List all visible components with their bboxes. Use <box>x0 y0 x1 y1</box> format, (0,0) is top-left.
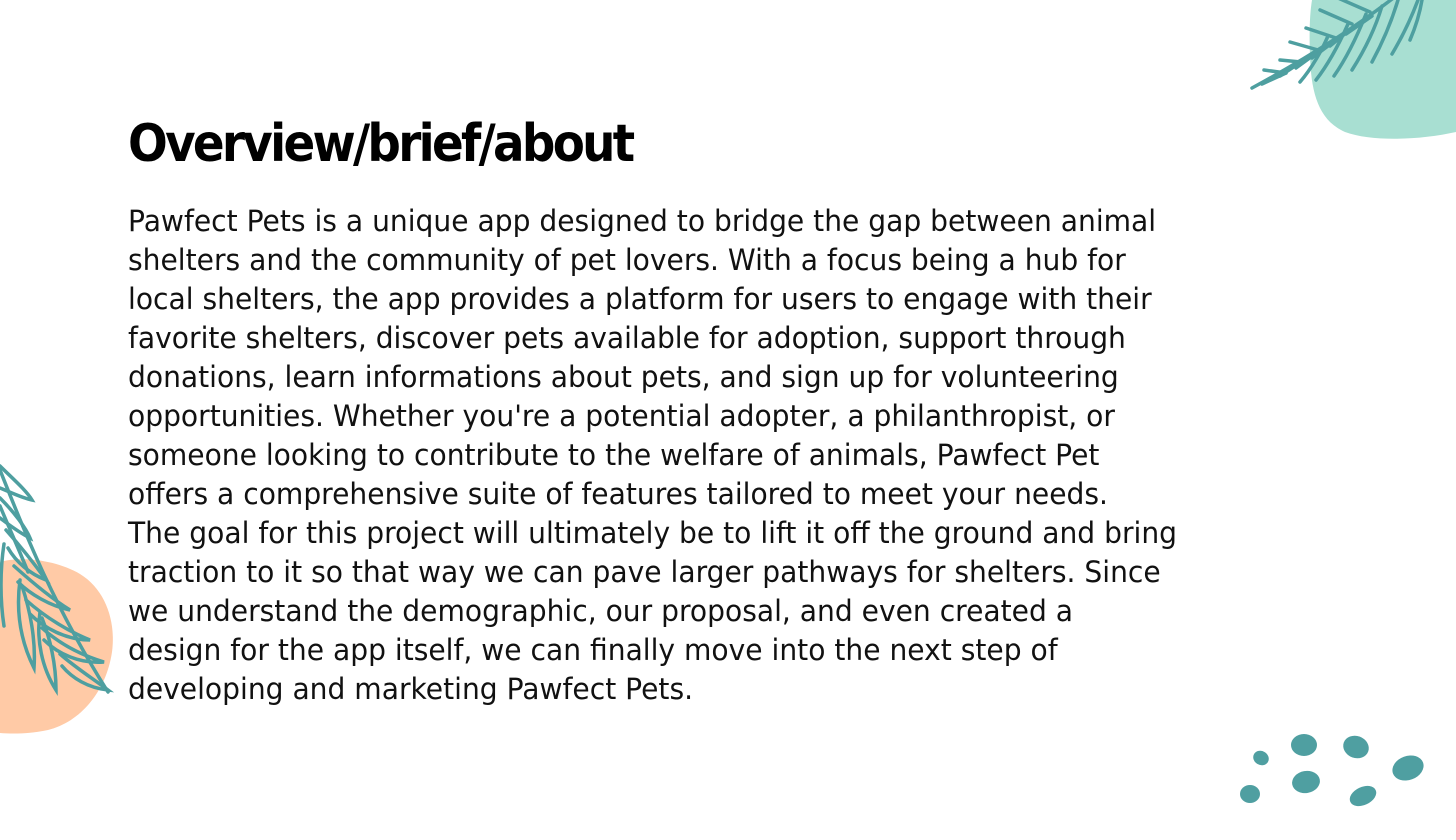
paragraph-line: donations, learn informations about pets, and sign up for volunteering <box>128 360 1119 394</box>
paragraph-line: someone looking to contribute to the welfare of animals, Pawfect Pet <box>128 438 1100 472</box>
paragraph-line: developing and marketing Pawfect Pets. <box>128 672 694 706</box>
overview-paragraph <box>128 202 1328 709</box>
page-title: Overview/brief/about <box>128 114 633 174</box>
mint-blob-icon <box>1310 0 1456 139</box>
paragraph-line: Pawfect Pets is a unique app designed to bridge the gap between animal <box>128 204 1157 238</box>
peach-blob-icon <box>0 559 113 733</box>
paragraph-line: favorite shelters, discover pets available for adoption, support through <box>128 321 1126 355</box>
paragraph-line: we understand the demographic, our proposal, and even created a <box>128 594 1074 628</box>
paragraph-line: opportunities. Whether you're a potential adopter, a philanthropist, or <box>128 399 1115 433</box>
paragraph-line: design for the app itself, we can finally move into the next step of <box>128 633 1058 667</box>
dots-cluster-icon <box>1240 732 1427 810</box>
paragraph-line: The goal for this project will ultimately be to lift it off the ground and bring <box>128 516 1178 550</box>
paragraph-line: local shelters, the app provides a platform for users to engage with their <box>128 282 1152 316</box>
paragraph-line: shelters and the community of pet lovers. With a focus being a hub for <box>128 243 1126 277</box>
paragraph-line: traction to it so that way we can pave larger pathways for shelters. Since <box>128 555 1161 589</box>
paragraph-line: offers a comprehensive suite of features tailored to meet your needs. <box>128 477 1108 511</box>
